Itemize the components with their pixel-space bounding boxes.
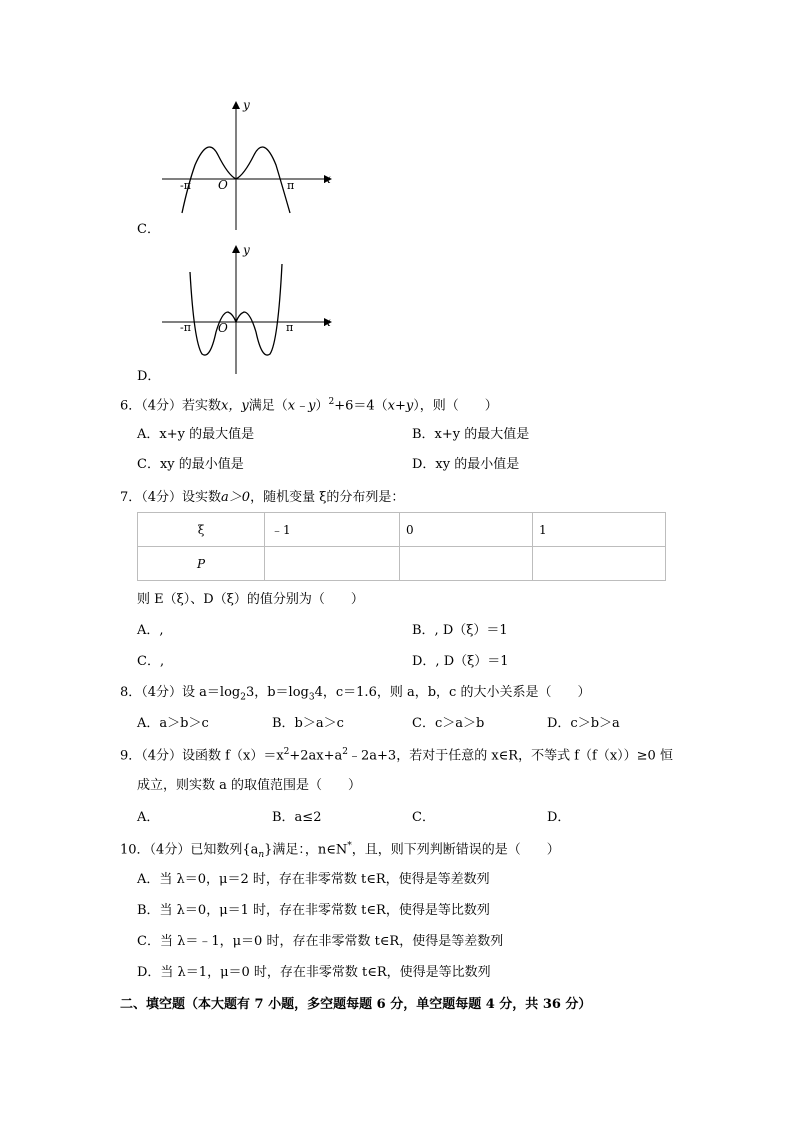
q6-option-a[interactable]: A．x+y 的最大值是 <box>137 427 255 442</box>
table-cell: P <box>138 547 265 581</box>
y-label: y <box>243 98 250 112</box>
q9-stem: 9．（4分）设函数 $f(x)=x^2+2ax+a^2﹣2a+3$，若对于任意的 x∈R，不等式 f（f（x））≥0 恒 <box>120 747 673 764</box>
q8-option-c[interactable]: C．c＞a＞b <box>412 716 485 731</box>
table-cell <box>265 547 400 581</box>
q10-stem: 10．（4分）已知数列$\{a_n\}$满足：，n∈N*，且，则下列判断错误的是（ ） <box>120 841 560 860</box>
table-cell: ξ <box>138 513 265 547</box>
option-d-label[interactable]: D． <box>137 369 161 384</box>
table-cell <box>400 547 533 581</box>
q9-option-a[interactable]: A． <box>137 810 160 825</box>
q8-option-d[interactable]: D．c＞b＞a <box>547 716 620 731</box>
q9-option-b[interactable]: B．a≤2 <box>272 810 322 825</box>
section-heading: 二、填空题（本大题有 7 小题，多空题每题 6 分，单空题每题 4 分，共 36 分） <box>120 997 592 1012</box>
table-cell: 0 <box>400 513 533 547</box>
q7-follow: 则 E（ξ）、D（ξ）的值分别为（ ） <box>137 592 364 607</box>
table-cell: 1 <box>533 513 666 547</box>
pi-label: π <box>287 179 295 192</box>
distribution-table <box>137 512 666 581</box>
table-row <box>138 547 666 581</box>
q9-option-c[interactable]: C． <box>412 810 435 825</box>
q6-option-d[interactable]: D．xy 的最小值是 <box>412 457 520 472</box>
table-row <box>138 513 666 547</box>
q7-stem: 7．（4分）设实数a＞0，随机变量 ξ的分布列是： <box>120 490 405 505</box>
q10-option-b[interactable]: B．当 λ＝0，μ＝1 时，存在非零常数 t∈R，使得是等比数列 <box>137 903 490 918</box>
table-cell <box>533 547 666 581</box>
graph-d <box>150 242 340 377</box>
q6-option-b[interactable]: B．x+y 的最大值是 <box>412 427 530 442</box>
y-label: y <box>243 243 250 257</box>
neg-pi-label: -π <box>180 179 191 192</box>
q9-stem-line2: 成立，则实数 a 的取值范围是（ ） <box>137 778 362 793</box>
origin-label: O <box>218 178 228 192</box>
q6-stem: 6．（4分）若实数x，y满足（x﹣y）$^2$+6＝4（x+y），则（ ） <box>120 397 498 414</box>
q7-option-c[interactable]: C．, <box>137 654 165 669</box>
option-c-label[interactable]: C． <box>137 222 160 237</box>
q8-stem: 8．（4分）设 $a=\log_23$，$b=\log_34$，c＝1.6，则 a，b，c 的大小关系是（ ） <box>120 685 591 703</box>
origin-label: O <box>218 321 228 335</box>
q10-option-c[interactable]: C．当 λ＝﹣1，μ＝0 时，存在非零常数 t∈R，使得是等差数列 <box>137 934 504 949</box>
q6-option-c[interactable]: C．xy 的最小值是 <box>137 457 244 472</box>
q10-option-d[interactable]: D．当 λ＝1，μ＝0 时，存在非零常数 t∈R，使得是等比数列 <box>137 965 491 980</box>
graph-c <box>150 95 340 230</box>
neg-pi-label: -π <box>180 321 191 334</box>
q7-option-a[interactable]: A．, <box>137 623 164 638</box>
q7-option-d[interactable]: D．, D（ξ）＝1 <box>412 654 509 669</box>
x-label: x <box>324 172 331 186</box>
q8-option-a[interactable]: A．a＞b＞c <box>137 716 209 731</box>
q8-option-b[interactable]: B．b＞a＞c <box>272 716 344 731</box>
q9-option-d[interactable]: D． <box>547 810 571 825</box>
x-label: x <box>324 315 331 329</box>
q10-option-a[interactable]: A．当 λ＝0，μ＝2 时，存在非零常数 t∈R，使得是等差数列 <box>137 872 490 887</box>
pi-label: π <box>286 321 294 334</box>
table-cell: ﹣1 <box>265 513 400 547</box>
q7-option-b[interactable]: B．, D（ξ）＝1 <box>412 623 508 638</box>
